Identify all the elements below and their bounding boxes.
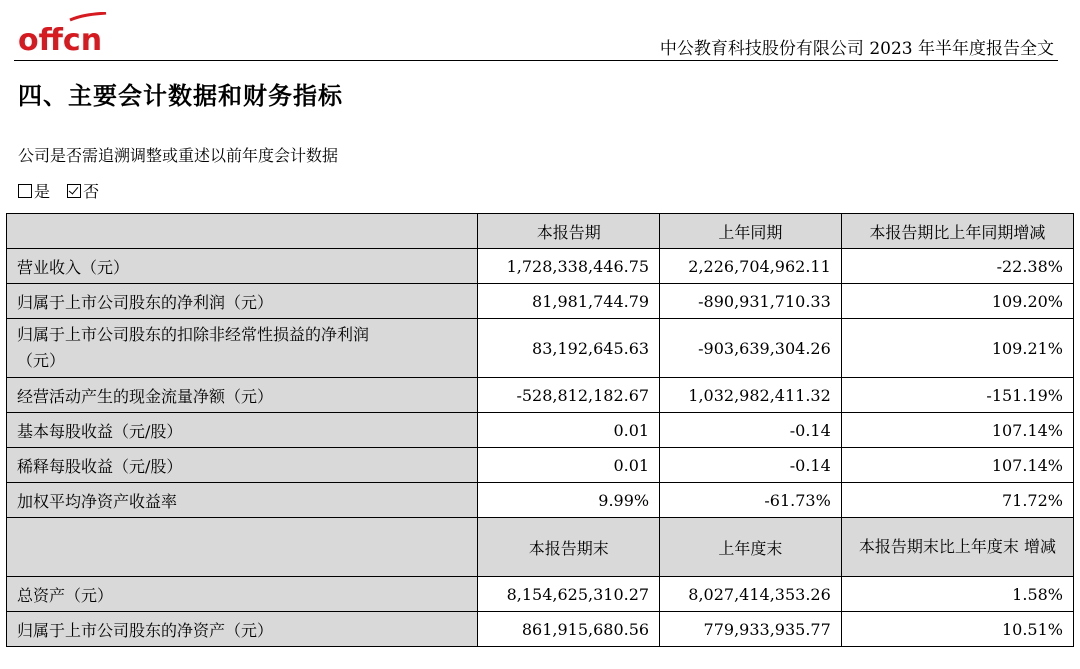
prior-value: 1,032,982,411.32 [660,378,842,413]
prior-value: -0.14 [660,448,842,483]
table-row [7,249,1074,284]
current-value: 0.01 [478,413,660,448]
change-value: -22.38% [841,249,1073,284]
header-cell: 本报告期比上年同期增减 [841,214,1073,249]
current-value: 1,728,338,446.75 [478,249,660,284]
prior-value: -890,931,710.33 [660,284,842,319]
header-cell [841,518,1073,577]
row-label: 营业收入（元） [7,249,478,284]
table-header-row [7,518,1074,577]
table-row [7,448,1074,483]
restatement-question: 公司是否需追溯调整或重述以前年度会计数据 [18,146,339,165]
prior-value: 2,226,704,962.11 [660,249,842,284]
report-title: 中公教育科技股份有限公司 2023 年半年度报告全文 [659,39,1054,59]
choice-yes[interactable] [18,182,50,201]
current-value: 0.01 [478,448,660,483]
row-label-line1: 归属于上市公司股东的扣除非经常性损益的净利润 [17,325,370,344]
header-cell-line1: 本报告期末比上年度末 [858,537,1019,556]
restatement-choices [18,179,111,202]
row-label: 稀释每股收益（元/股） [7,448,478,483]
checkbox-yes[interactable] [18,184,32,198]
prior-value: 779,933,935.77 [660,612,842,647]
table-row [7,577,1074,612]
row-label: 归属于上市公司股东的净资产（元） [7,612,478,647]
prior-value: -903,639,304.26 [660,319,842,378]
choice-no[interactable] [67,182,99,201]
logo-text: offcn [18,23,103,56]
change-value: 10.51% [841,612,1073,647]
table-header-row [7,214,1074,249]
header-divider [14,60,1058,61]
choice-no-label: 否 [83,182,100,201]
row-label: 总资产（元） [7,577,478,612]
table-row [7,612,1074,647]
header-cell: 本报告期 [478,214,660,249]
header-cell [7,518,478,577]
header-cell: 上年度末 [660,518,842,577]
header-cell-line2: 增减 [1023,537,1056,556]
row-label-line2: （元） [17,351,66,370]
change-value: 1.58% [841,577,1073,612]
prior-value: -0.14 [660,413,842,448]
table-row [7,284,1074,319]
current-value: 8,154,625,310.27 [478,577,660,612]
change-value: 71.72% [841,483,1073,518]
choice-yes-label: 是 [34,182,51,201]
row-label: 归属于上市公司股东的净利润（元） [7,284,478,319]
table-row [7,413,1074,448]
table-row [7,378,1074,413]
table-row [7,483,1074,518]
change-value: -151.19% [841,378,1073,413]
section-title: 四、主要会计数据和财务指标 [18,82,343,110]
row-label [7,319,478,378]
checkbox-no-checked[interactable] [67,184,81,198]
change-value: 107.14% [841,413,1073,448]
header-cell: 本报告期末 [478,518,660,577]
change-value: 107.14% [841,448,1073,483]
change-value: 109.21% [841,319,1073,378]
row-label: 基本每股收益（元/股） [7,413,478,448]
offcn-logo [18,12,108,56]
table-row [7,319,1074,378]
header-cell [7,214,478,249]
current-value: 9.99% [478,483,660,518]
current-value: 81,981,744.79 [478,284,660,319]
row-label: 加权平均净资产收益率 [7,483,478,518]
current-value: 861,915,680.56 [478,612,660,647]
header-cell: 上年同期 [660,214,842,249]
change-value: 109.20% [841,284,1073,319]
prior-value: 8,027,414,353.26 [660,577,842,612]
prior-value: -61.73% [660,483,842,518]
financial-data-table [6,213,1074,647]
row-label: 经营活动产生的现金流量净额（元） [7,378,478,413]
current-value: -528,812,182.67 [478,378,660,413]
current-value: 83,192,645.63 [478,319,660,378]
